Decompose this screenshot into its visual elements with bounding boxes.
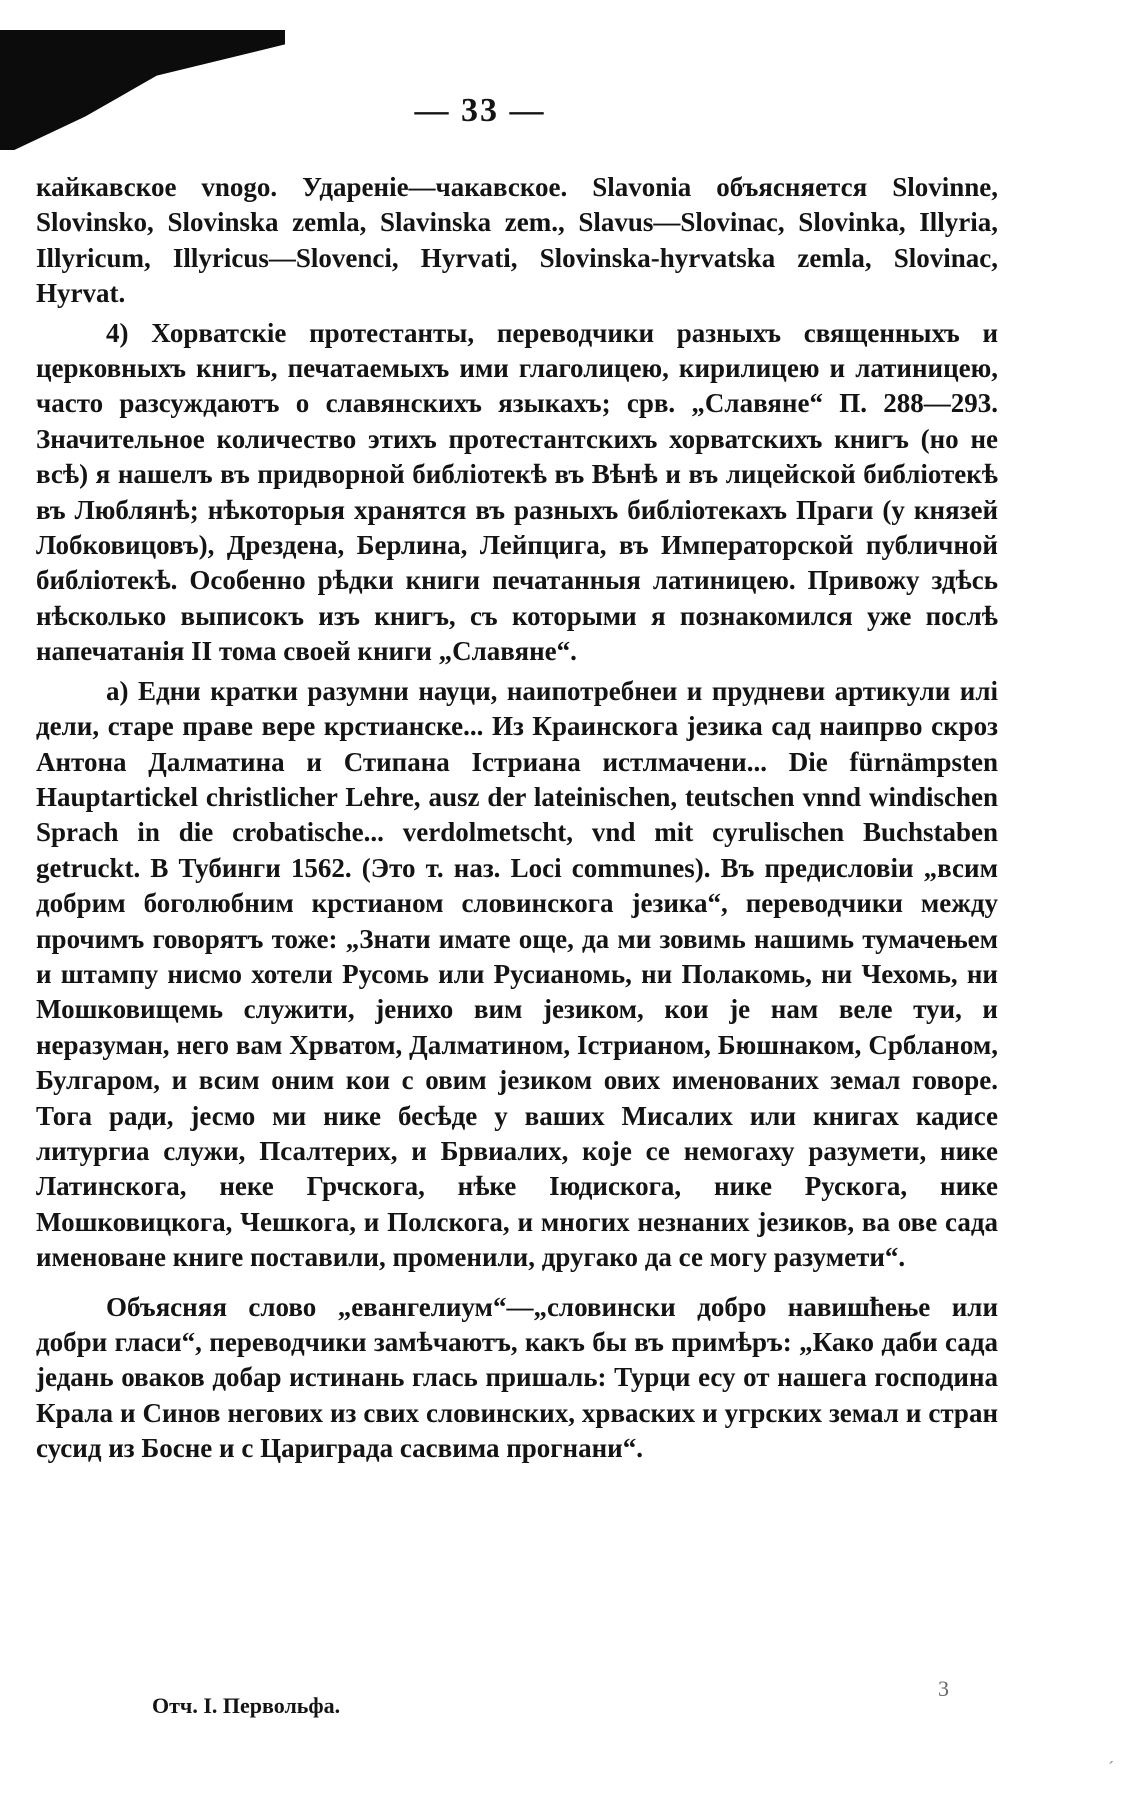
- paragraph-slovenian-terms: кайкавское vnogo. Удареніе—чакавское. Slavonia объясняется Slovinne, Slovinsko, Slovinska zemla, Slavinska zem., Slavus—Slovinac, Slovinka, Illyria, Illyricum, Illyricus—Slovenci, Hyrvati, Slovinska-hyrvatska zemla, Slovinac, Hyrvat.: [36, 172, 998, 309]
- paragraph-quote-a: а) Едни кратки разумни науци, наипотребнеи и прудневи артикули илі дели, старе праве вере крстианске... Из Краинскога језика сад наипрво скроз Антона Далматина и Стипана Істриана истлмачени... Die fürnämpsten Hauptartickel christlicher Lehre, ausz der lateinischen, teutschen vnnd windischen Sprach in die crobatische... verdolmetscht, vnd mit cyrulischen Buchstaben getruckt. В Тубинги 1562. (Это т. наз. Loci communes). Въ предисловіи „всим добрим боголюбним крстианом словинскога језика“, переводчики между прочимъ говорятъ тоже: „Знати имате още, да ми зовимь нашимь тумачењем и штампу нисмо хотели Русомь или Русианомь, ни Полакомь, ни Чехомь, ни Мошковищемь служити, јенихо вим језиком, кои је нам веле туи, и неразуман, него вам Хрватом, Далматином, Істрианом, Бюшнаком, Србланом, Булгаром, и всим оним кои с овим језиком ових именованих земал говоре. Тога ради, јесмо ми нике бесѣде у ваших Мисалих или книгах кадисе литургиа служи, Псалтерих, и Брвиалих, које се немогаху разумети, нике Латинскога, неке Грчскога, нѣке Іюдискога, нике Рускога, нике Мошковицкога, Чешкога, и Полскога, и многих незнаних језиков, ва ове сада именоване книге поставили, променили, другако да се могу разумети“.: [36, 675, 998, 1273]
- paragraph-evangelium: Объясняя слово „евангелиум“—„словински добро навишћење или добри гласи“, переводчики замѣчаютъ, какъ бы въ примѣръ: „Како даби сада једань оваков добар истинань глась пришаль: Турци есу от нашега господина Крала и Синов негових из свих словинских, хрваских и угрских земал и стран сусид из Босне и с Цариграда сасвима прогнани“.: [36, 1291, 998, 1464]
- edge-mark: ˊ: [1108, 1758, 1114, 1778]
- text-body: [36, 170, 998, 1467]
- page-number: — 33 —: [414, 92, 546, 129]
- paragraph-croatian-protestants: 4) Хорватскіе протестанты, переводчики разныхъ священныхъ и церковныхъ книгъ, печатаемыхъ ими глаголицею, кирилицею и латиницею, часто разсуждаютъ о славянскихъ языкахъ; срв. „Славяне“ П. 288—293. Значительное количество этихъ протестантскихъ хорватскихъ книгъ (но не всѣ) я нашелъ въ придворной библіотекѣ въ Вѣнѣ и въ лицейской библіотекѣ въ Люблянѣ; нѣкоторыя хранятся въ разныхъ библіотекахъ Праги (у князей Лобковицовъ), Дрездена, Берлина, Лейпцига, въ Императорской публичной библіотекѣ. Особенно рѣдки книги печатанныя латиницею. Привожу здѣсь нѣсколько выписокъ изъ книгъ, съ которыми я познакомился уже послѣ напечатанія II тома своей книги „Славяне“.: [36, 317, 998, 667]
- scan-shadow-mark: [0, 30, 285, 150]
- signature: Отч. І. Первольфа.: [152, 1693, 341, 1718]
- footer-mark: 3: [938, 1676, 949, 1701]
